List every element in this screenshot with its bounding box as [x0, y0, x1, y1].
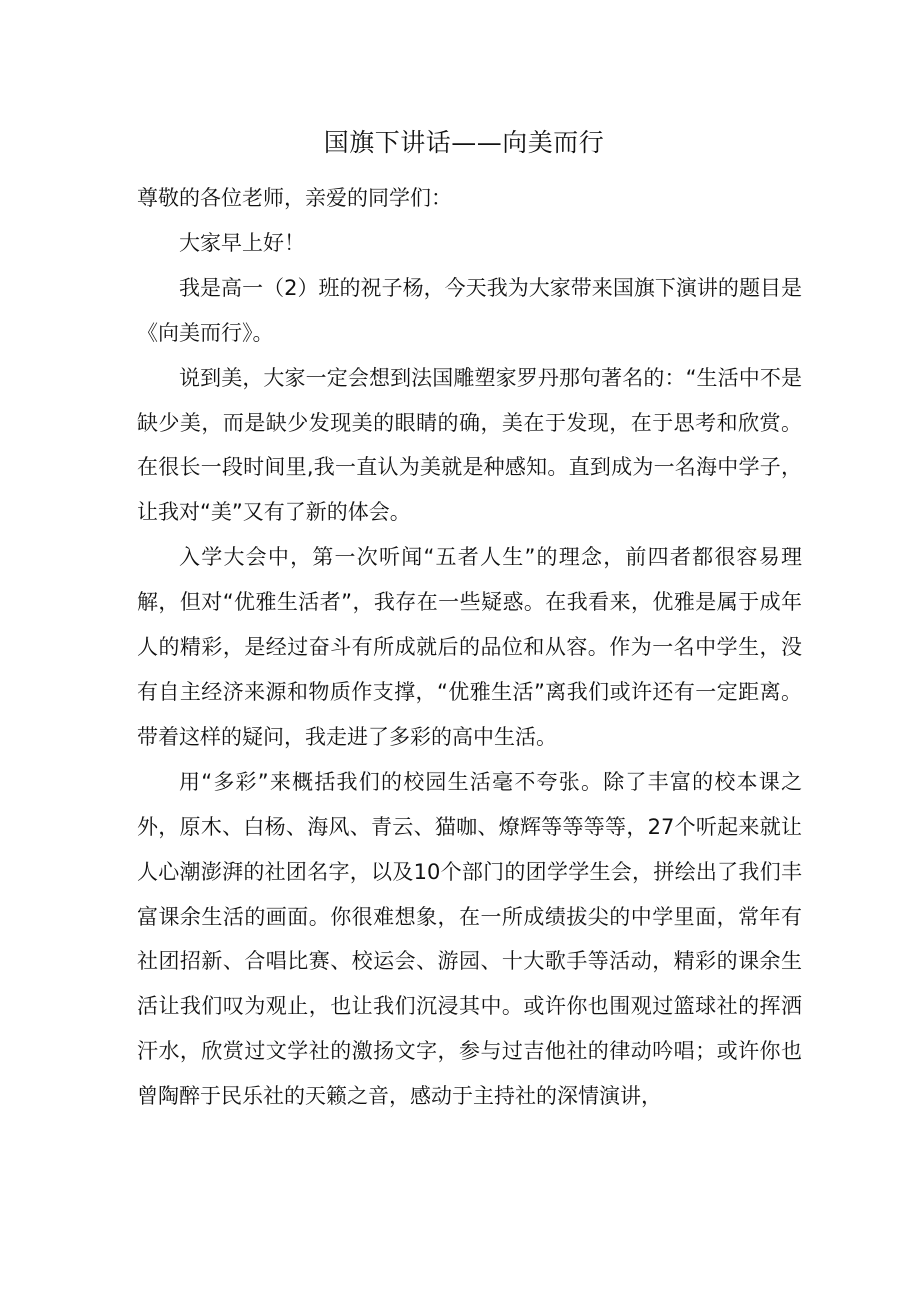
salutation-paragraph: 尊敬的各位老师，亲爱的同学们：: [137, 186, 452, 210]
body-paragraph: 用“多彩”来概括我们的校园生活毫不夸张。除了丰富的校本课之外，原木、白杨、海风、青云、猫咖、燎辉等等等等，27个听起来就让人心潮澎湃的社团名字，以及10个部门的团学学生会，拼绘出了我们丰富课余生活的画面。你很难想象，在一所成绩拔尖的中学里面，常年有社团招新、合唱比赛、校运会、游园、十大歌手等活动，精彩的课余生活让我们叹为观止，也让我们沉浸其中。或许你也围观过篮球社的挥洒汗水，欣赏过文学社的激扬文字，参与过吉他社的律动吟唱；或许你也曾陶醉于民乐社的天籁之音，感动于主持社的深情演讲，: [137, 769, 802, 1109]
greeting-paragraph: 大家早上好！: [179, 230, 305, 255]
document-title: 国旗下讲话——向美而行: [323, 128, 605, 157]
document-body: [137, 176, 802, 1119]
body-paragraph: 说到美，大家一定会想到法国雕塑家罗丹那句著名的：“生活中不是缺少美，而是缺少发现美的眼睛的确，美在于发现，在于思考和欣赏。在很长一段时间里,我一直认为美就是种感知。直到成为一名海中学子，让我对“美”又有了新的体会。: [137, 365, 802, 525]
body-paragraph: 入学大会中，第一次听闻“五者人生”的理念，前四者都很容易理解，但对“优雅生活者”，我存在一些疑惑。在我看来，优雅是属于成年人的精彩，是经过奋斗有所成就后的品位和从容。作为一名中学生，没有自主经济来源和物质作支撑，“优雅生活”离我们或许还有一定距离。带着这样的疑问，我走进了多彩的高中生活。: [137, 545, 802, 749]
introduction-paragraph: 我是高一（2）班的祝子杨，今天我为大家带来国旗下演讲的题目是《向美而行》。: [137, 275, 802, 345]
